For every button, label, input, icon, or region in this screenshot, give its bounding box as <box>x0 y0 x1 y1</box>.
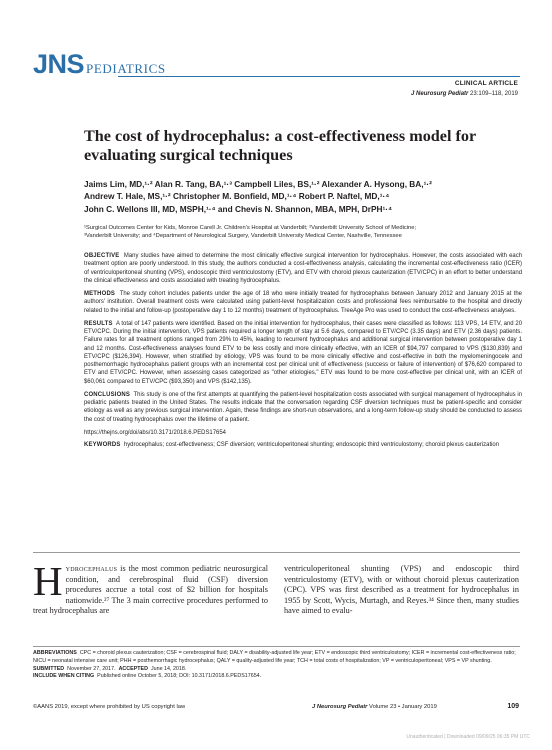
abstract-objective <box>84 252 522 285</box>
page-number: 109 <box>507 703 519 710</box>
keywords-heading: KEYWORDS <box>84 442 121 448</box>
footer-journal-name: J Neurosurg Pediatr <box>312 704 368 710</box>
abstract-conclusions-heading: CONCLUSIONS <box>84 391 131 398</box>
body-column-left <box>33 558 268 617</box>
body-text <box>33 558 520 617</box>
keywords <box>84 441 522 449</box>
submitted-date: November 27, 2017. <box>67 665 116 672</box>
affiliation-line: ¹Surgical Outcomes Center for Kids, Monroe Carell Jr. Children's Hospital at Vanderbilt; ²Vanderbilt University School of Medicine; <box>84 225 417 231</box>
logo-pediatrics-text: PEDIATRICS <box>86 61 166 76</box>
footnote-divider <box>33 646 520 647</box>
copyright-notice: ©AANS 2019, except where prohibited by US copyright law <box>33 704 186 710</box>
accepted-date: June 14, 2018. <box>150 665 187 672</box>
abbreviations-note <box>33 650 520 666</box>
lead-in-smallcaps: ydrocephalus <box>65 564 118 573</box>
abstract-results <box>84 320 522 386</box>
abstract-conclusions <box>84 391 522 424</box>
abstract-methods-heading: METHODS <box>84 291 116 297</box>
include-when-citing-heading: INCLUDE WHEN CITING <box>33 673 95 680</box>
author-line: Andrew T. Hale, MS,¹·² Christopher M. Bonfield, MD,¹·⁴ Robert P. Naftel, MD,¹·⁴ <box>84 191 390 202</box>
accepted-heading: ACCEPTED <box>118 665 148 672</box>
abbreviations-text: CPC = choroid plexus cauterization; CSF = cerebrospinal fluid; DALY = disability-adjusted life year; ETV = endoscopic third ventriculostomy; ICER = incremental cost-effectiveness ratio; NICU = neonatal intensive care unit; PHH = posthemorrhagic hydrocephalus; QALY = quality-adjusted life year; TCH = total costs of hospitalization; VP = ventriculoperitoneal; VPS = VP shunting. <box>33 650 516 664</box>
abstract-results-heading: RESULTS <box>84 320 113 327</box>
footer-journal-info <box>312 704 437 710</box>
body-paragraph: is the most common pediatric neurosurgical condition, and cerebrospinal fluid (CSF) diversion procedures accrue a total cost of $2 billion for hospitals nationwide.²⁷ The 3 main corrective procedures performed to treat hydrocephalus are <box>33 564 268 615</box>
submission-dates <box>33 666 520 674</box>
citation-note <box>33 673 520 681</box>
footnotes <box>33 650 520 681</box>
abstract-methods-text: The study cohort includes patients under the age of 18 who were initially treated for hydrocephalus between January 2012 and January 2015 at the authors' institution. Overall treatment costs were calculated using patient-level hospitalization costs and professional fees reimbursable to the hospital and directly related to the initial and follow-up (postoperative day 1 to 12 months) treatment of hydrocephalus. TreeAge Pro was used to conduct the cost-effectiveness analyses. <box>84 291 522 314</box>
body-paragraph: ventriculoperitoneal shunting (VPS) and endoscopic third ventriculostomy (ETV), with or without choroid plexus cauterization (CPC). VPS was first described as a treatment for hydrocephalus in 1955 by Scott, Wycis, Murtagh, and Reyes.³⁴ Since then, many studies have aimed to evalu- <box>284 564 519 615</box>
affiliations <box>84 224 524 241</box>
abstract-objective-heading: OBJECTIVE <box>84 253 120 259</box>
abstract-objective-text: Many studies have aimed to determine the most clinically effective surgical intervention for hydrocephalus. However, the costs associated with each treatment option are poorly understood. In this study, the authors conducted a cost-effectiveness analysis, calculating the incremental cost-effectiveness ratio (ICER) of ventriculoperitoneal shunting (VPS), endoscopic third ventriculostomy (ETV), and ETV with choroid plexus cauterization (ETV/CPC) in an effort to better understand the clinical effectiveness and costs associated with treating hydrocephalus. <box>84 253 522 284</box>
submitted-heading: SUBMITTED <box>33 665 65 672</box>
abbreviations-heading: ABBREVIATIONS <box>33 650 77 656</box>
article-type-label: CLINICAL ARTICLE <box>454 80 518 87</box>
author-line: Jaims Lim, MD,¹·² Alan R. Tang, BA,¹·³ Campbell Liles, BS,¹·² Alexander A. Hysong, BA,¹·² <box>84 179 432 189</box>
body-column-right <box>284 564 519 617</box>
abstract <box>84 252 522 454</box>
header-divider <box>118 76 520 77</box>
download-stamp: Unauthenticated | Downloaded 09/09/25 06:35 PM UTC <box>406 734 530 740</box>
journal-name: J Neurosurg Pediatr <box>411 91 469 97</box>
article-title: The cost of hydrocephalus: a cost-effectiveness model for evaluating surgical techniques <box>84 127 476 164</box>
doi-link[interactable]: https://thejns.org/doi/abs/10.3171/2018.6.PEDS17654 <box>84 429 226 436</box>
drop-cap: H <box>33 558 63 604</box>
abstract-divider <box>33 552 520 553</box>
keywords-text: hydrocephalus; cost-effectiveness; CSF diversion; ventriculoperitoneal shunting; endoscopic third ventriculostomy; choroid plexus cauterization <box>123 442 500 448</box>
abstract-results-text: A total of 147 patients were identified. Based on the initial intervention for hydrocephalus, their cases were classified as follows: 113 VPS, 14 ETV, and 20 ETV/CPC. During the initial intervention, VPS patients required a longer length of stay at 5.6 days, compared to ETV/CPC (3.35 days) and ETV (2.36 days) patients. Failure rates for all treatment options ranged from 29% to 45%, leading to recurrent hydrocephalus and additional surgical intervention between postoperative day 1 and 12 months. Cost-effectiveness analyses found ETV to be less costly and more clinically effective, with an ICER of $94,797 compared to VPS ($130,839) and ETV/CPC ($126,394). However, when stratified by etiology, VPS was found to be more clinically effective and cost-effective in both the myelomeningocele and posthemorrhagic hydrocephalus patient groups with an incremental cost per clinical unit of effectiveness (success or failure of intervention) of $76,620 compared to ETV and ETV/CPC. However, when assessing cases categorized as "other etiologies," ETV was found to be more cost-effective per clinical unit, with an ICER of $60,061 compared to ETV/CPC ($93,350) and VPS ($142,135). <box>84 320 522 385</box>
footer-issue: Volume 23 • January 2019 <box>367 704 437 710</box>
citation-text: Published online October 5, 2018; DOI: 10.3171/2018.6.PEDS17654. <box>97 673 262 680</box>
author-list <box>84 178 524 215</box>
author-line: John C. Wellons III, MD, MSPH,¹·⁴ and Chevis N. Shannon, MBA, MPH, DrPH¹·⁴ <box>84 203 393 214</box>
journal-citation <box>411 91 518 97</box>
journal-logo <box>33 51 166 78</box>
abstract-methods <box>84 290 522 315</box>
citation-details: 23:109–118, 2019 <box>468 91 518 97</box>
affiliation-line: ³Vanderbilt University; and ⁴Department of Neurological Surgery, Vanderbilt University Medical Center, Nashville, Tennessee <box>84 233 402 240</box>
abstract-conclusions-text: This study is one of the first attempts at quantifying the patient-level hospitalization costs associated with surgical management of hydrocephalus in pediatric patients treated in the United States. The results indicate that the conversation regarding CSF diversion techniques must be patient-specific and consider etiology as well as any previous surgical intervention. Again, these findings are short-run observations, and a long-term follow-up study should be conducted to assess the cost of treating hydrocephalus over the lifetime of a patient. <box>84 391 522 423</box>
logo-jns-text: JNS <box>33 49 85 79</box>
